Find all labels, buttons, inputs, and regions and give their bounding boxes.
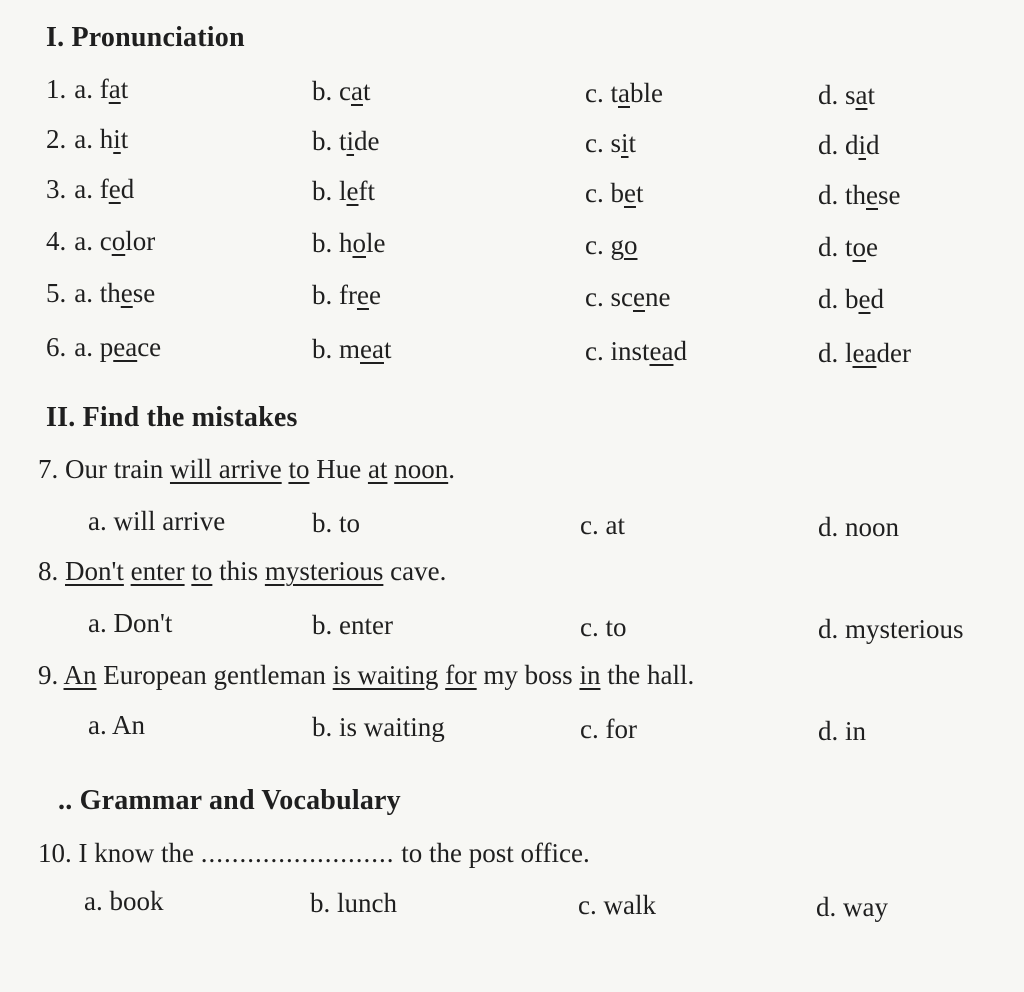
underlined-sound: o — [623, 230, 638, 260]
underlined-phrase: Don't — [65, 556, 124, 586]
underlined-sound: a — [350, 76, 363, 106]
question-number: 6. — [46, 332, 67, 362]
underlined-phrase: mysterious — [264, 556, 384, 586]
word-part: t — [120, 124, 129, 154]
option-letter: a. — [74, 74, 100, 104]
option-letter: b. — [312, 126, 339, 156]
underlined-sound: ea — [113, 332, 138, 362]
word-part: f — [99, 174, 109, 204]
stem-text: the hall. — [600, 660, 695, 690]
option-letter: a. — [74, 226, 100, 256]
section-title-find-mistakes: II. Find the mistakes — [46, 402, 298, 433]
underlined-sound: a — [108, 74, 121, 104]
underlined-phrase: is waiting — [332, 660, 439, 690]
underlined-sound: a — [855, 80, 868, 110]
stem-text: 8. — [38, 556, 65, 586]
word-part: sc — [610, 282, 633, 312]
option — [46, 174, 134, 205]
word-part: l — [339, 176, 347, 206]
underlined-sound: ea — [649, 336, 674, 366]
word-part: e — [866, 232, 878, 262]
option — [585, 128, 636, 159]
word-part: le — [366, 228, 386, 258]
answer-option[interactable]: b. lunch — [310, 888, 397, 918]
underlined-sound: a — [618, 78, 630, 108]
underlined-sound: e — [866, 180, 878, 210]
answer-options — [0, 506, 1024, 546]
option — [312, 280, 381, 311]
answer-option[interactable]: a. book — [84, 886, 164, 916]
option — [46, 226, 155, 257]
stem-text: Hue — [309, 454, 368, 484]
word-part: t — [120, 74, 129, 104]
question-stem — [38, 660, 694, 691]
blank-line: ......................... — [200, 838, 395, 868]
stem-text: cave. — [383, 556, 447, 586]
answer-option[interactable]: d. way — [816, 892, 888, 922]
option — [312, 334, 392, 365]
option — [585, 230, 637, 261]
answer-option[interactable]: a. Don't — [88, 608, 173, 638]
word-part: b — [610, 178, 624, 208]
word-part: se — [132, 278, 156, 308]
word-part: inst — [610, 336, 650, 366]
option — [312, 228, 386, 259]
option — [312, 76, 370, 107]
question-number: 4. — [46, 226, 67, 256]
word-part: der — [876, 338, 911, 368]
word-part: e — [368, 280, 381, 310]
stem-text: 7. Our train — [38, 454, 170, 484]
section-title-grammar: .. Grammar and Vocabulary — [58, 785, 401, 816]
question-stem — [38, 454, 455, 485]
option-letter: d. — [818, 338, 845, 368]
underlined-sound: o — [352, 228, 366, 258]
option-letter: b. — [312, 176, 339, 206]
question-number: 5. — [46, 278, 67, 308]
word-part: p — [99, 332, 114, 362]
stem-text: my boss — [476, 660, 580, 690]
underlined-sound: o — [111, 226, 126, 256]
underlined-sound: e — [632, 282, 645, 312]
word-part: th — [99, 278, 121, 308]
answer-option[interactable]: a. will arrive — [88, 506, 226, 536]
option-letter: c. — [585, 282, 611, 312]
underlined-phrase: An — [63, 660, 97, 690]
word-part: ne — [644, 282, 671, 312]
answer-option[interactable]: c. for — [580, 714, 637, 744]
stem-text: 9. — [38, 660, 64, 690]
word-part: f — [99, 74, 109, 104]
option — [585, 336, 687, 367]
option-letter: b. — [312, 76, 339, 106]
underlined-phrase: to — [191, 556, 213, 586]
option — [585, 178, 643, 209]
option-letter: a. — [74, 124, 100, 154]
word-part: b — [845, 284, 859, 314]
word-part: d — [845, 130, 859, 160]
underlined-sound: i — [621, 128, 629, 158]
stem-text: . — [448, 454, 455, 484]
word-part: c — [99, 226, 112, 256]
answer-options — [0, 608, 1024, 648]
answer-option[interactable]: b. is waiting — [312, 712, 445, 742]
option — [585, 282, 670, 313]
option-letter: d. — [818, 130, 845, 160]
underlined-phrase: for — [445, 660, 477, 690]
option-letter: d. — [818, 180, 845, 210]
answer-options — [0, 886, 1024, 926]
answer-option[interactable]: b. to — [312, 508, 361, 538]
option-letter: a. — [74, 278, 100, 308]
stem-text: this — [212, 556, 265, 586]
option-letter: c. — [585, 230, 611, 260]
word-part: d — [120, 174, 135, 204]
stem-text — [124, 556, 131, 586]
option-letter: c. — [585, 78, 611, 108]
word-part: s — [845, 80, 856, 110]
word-part: lor — [125, 226, 156, 256]
pronunciation-item — [0, 74, 1024, 114]
option-letter: d. — [818, 284, 845, 314]
stem-text: to the post office. — [394, 838, 590, 868]
underlined-sound: o — [852, 232, 867, 262]
option-letter: d. — [818, 80, 845, 110]
underlined-sound: i — [113, 124, 121, 154]
word-part: t — [845, 232, 853, 262]
option — [46, 278, 155, 309]
underlined-sound: e — [346, 176, 359, 206]
word-part: ft — [358, 176, 375, 206]
underlined-sound: e — [623, 178, 636, 208]
word-part: t — [635, 178, 644, 208]
section-title-pronunciation: I. Pronunciation — [46, 22, 245, 53]
question-number: 2. — [46, 124, 67, 154]
word-part: ble — [629, 78, 663, 108]
option-letter: a. — [74, 332, 100, 362]
word-part: c — [339, 76, 351, 106]
option-letter: b. — [312, 280, 339, 310]
option — [818, 80, 875, 111]
stem-text: European gentleman — [96, 660, 333, 690]
word-part: h — [339, 228, 353, 258]
underlined-phrase: at — [367, 454, 388, 484]
word-part: g — [610, 230, 624, 260]
word-part: t — [362, 76, 371, 106]
answer-option[interactable]: d. in — [818, 716, 867, 746]
pronunciation-item — [0, 278, 1024, 318]
word-part: t — [628, 128, 637, 158]
option-letter: b. — [312, 228, 339, 258]
word-part: d — [870, 284, 884, 314]
answer-option[interactable]: c. at — [580, 510, 625, 540]
option — [585, 78, 663, 109]
underlined-phrase: will arrive — [169, 454, 282, 484]
pronunciation-item — [0, 332, 1024, 372]
underlined-sound: ea — [360, 334, 384, 364]
pronunciation-item — [0, 174, 1024, 214]
word-part: s — [610, 128, 621, 158]
option — [818, 180, 901, 211]
option — [312, 176, 375, 207]
option — [46, 74, 128, 105]
option-letter: d. — [818, 232, 845, 262]
stem-text: 10. I know the — [38, 838, 201, 868]
option — [818, 130, 880, 161]
word-part: de — [354, 126, 380, 156]
underlined-sound: e — [858, 284, 871, 314]
answer-options — [0, 710, 1024, 750]
option — [818, 284, 884, 315]
underlined-sound: i — [858, 130, 867, 160]
underlined-sound: e — [356, 280, 369, 310]
word-part: t — [610, 78, 618, 108]
question-stem — [38, 556, 446, 587]
word-part: ce — [137, 332, 162, 362]
option — [46, 124, 128, 155]
option-letter: a. — [74, 174, 100, 204]
word-part: fr — [339, 280, 357, 310]
question-number: 1. — [46, 74, 67, 104]
option-letter: c. — [585, 178, 611, 208]
answer-option[interactable]: c. to — [580, 612, 627, 642]
underlined-phrase: noon — [394, 454, 449, 484]
pronunciation-item — [0, 124, 1024, 164]
option — [818, 338, 911, 369]
word-part: t — [383, 334, 392, 364]
underlined-sound: e — [108, 174, 121, 204]
word-part: h — [99, 124, 114, 154]
word-part: t — [339, 126, 347, 156]
answer-option[interactable]: d. mysterious — [818, 614, 964, 644]
option-letter: c. — [585, 336, 611, 366]
word-part: m — [339, 334, 361, 364]
question-number: 3. — [46, 174, 67, 204]
option — [818, 232, 878, 263]
pronunciation-item — [0, 226, 1024, 266]
answer-option[interactable]: c. walk — [578, 890, 656, 920]
word-part: th — [845, 180, 867, 210]
word-part: se — [878, 180, 901, 210]
underlined-sound: i — [346, 126, 355, 156]
word-part: l — [845, 338, 853, 368]
answer-option[interactable]: a. An — [88, 710, 145, 740]
underlined-phrase: to — [288, 454, 310, 484]
option-letter: c. — [585, 128, 611, 158]
underlined-sound: e — [120, 278, 133, 308]
option — [46, 332, 161, 363]
underlined-phrase: in — [579, 660, 601, 690]
answer-option[interactable]: b. enter — [312, 610, 393, 640]
word-part: t — [867, 80, 876, 110]
word-part: d — [673, 336, 687, 366]
answer-option[interactable]: d. noon — [818, 512, 899, 542]
underlined-sound: ea — [852, 338, 877, 368]
question-stem — [38, 838, 590, 869]
option — [312, 126, 380, 157]
underlined-phrase: enter — [130, 556, 185, 586]
word-part: d — [866, 130, 880, 160]
option-letter: b. — [312, 334, 339, 364]
